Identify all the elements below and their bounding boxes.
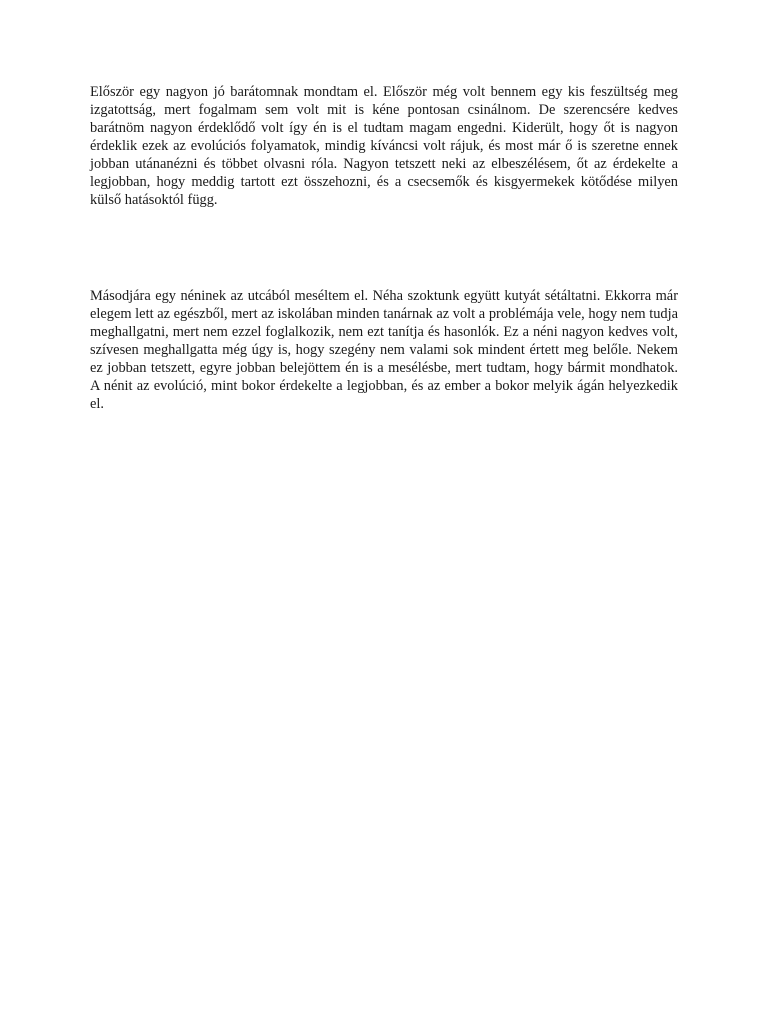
paragraph-first-telling: Először egy nagyon jó barátomnak mondtam el. Először még volt bennem egy kis feszültség meg izgatottság, mert fogalmam sem volt mit is kéne pontosan csinálnom. De szerencsére kedves barátnöm nagyon érdeklődő volt így én is el tudtam magam engedni. Kiderült, hogy őt is nagyon érdeklik ezek az evolúciós folyamatok, mindig kíváncsi volt rájuk, és most már ő is szeretne ennek jobban utánanézni és többet olvasni róla. Nagyon tetszett neki az elbeszélésem, őt az érdekelte a legjobban, hogy meddig tartott ezt összehozni, és a csecsemők és kisgyermekek kötődése milyen külső hatásoktól függ. xyxy=(90,84,678,208)
paragraph-second-telling: Másodjára egy néninek az utcából meséltem el. Néha szoktunk együtt kutyát sétáltatni. Ekkorra már elegem lett az egészből, mert az iskolában minden tanárnak az volt a problémája vele, hogy nem tudja meghallgatni, mert nem ezzel foglalkozik, nem ezt tanítja és hasonlók. Ez a néni nagyon kedves volt, szívesen meghallgatta még úgy is, hogy szegény nem valami sok mindent értett meg belőle. Nekem ez jobban tetszett, egyre jobban belejöttem én is a mesélésbe, mert tudtam, hogy bármit mondhatok. A nénit az evolúció, mint bokor érdekelte a legjobban, és az ember a bokor melyik ágán helyezkedik el. xyxy=(90,288,678,412)
